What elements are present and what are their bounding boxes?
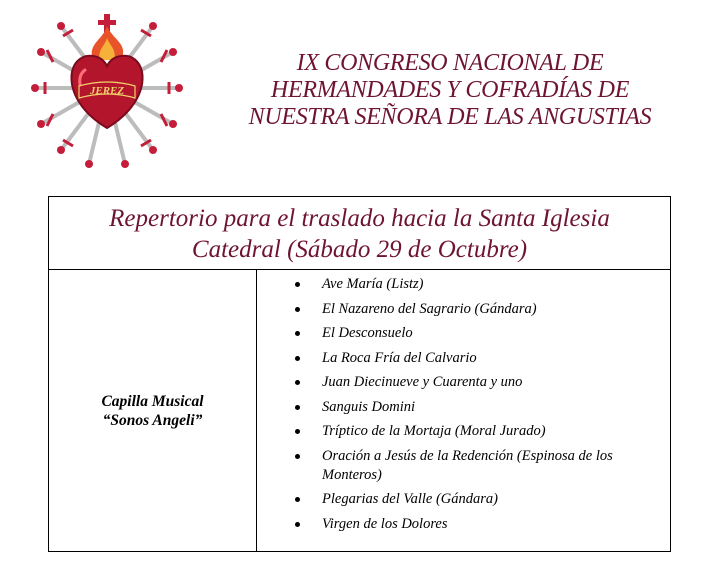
- emblem-label: JEREZ: [89, 85, 125, 97]
- list-item: [257, 398, 662, 417]
- list-item: [257, 515, 662, 534]
- bullet-icon: [295, 522, 300, 527]
- piece-title: Virgen de los Dolores: [322, 515, 448, 532]
- heading-line: IX CONGRESO NACIONAL DE: [296, 50, 604, 76]
- list-item: [257, 300, 662, 319]
- repertoire-title: [49, 197, 670, 270]
- piece-title: Sanguis Domini: [322, 398, 416, 415]
- heading-line: NUESTRA SEÑORA DE LAS ANGUSTIAS: [248, 104, 652, 130]
- bullet-icon: [295, 497, 300, 502]
- bullet-icon: [295, 356, 300, 361]
- piece-title: Juan Diecinueve y Cuarenta y uno: [322, 374, 523, 390]
- congress-emblem: [22, 8, 192, 178]
- bullet-icon: [295, 331, 300, 336]
- pieces-list: [257, 275, 662, 539]
- congress-heading: [215, 50, 685, 131]
- list-item: [257, 447, 662, 485]
- list-item: [257, 422, 662, 441]
- piece-title: La Roca Fría del Calvario: [322, 349, 477, 366]
- piece-title: El Nazareno del Sagrario (Gándara): [322, 300, 537, 317]
- list-item: [257, 373, 662, 392]
- bullet-icon: [295, 380, 300, 385]
- bullet-icon: [295, 282, 300, 287]
- flaming-heart-icon: [22, 8, 192, 178]
- bullet-icon: [295, 454, 300, 459]
- bullet-icon: [295, 405, 300, 410]
- performer-line: “Sonos Angeli”: [102, 411, 203, 429]
- piece-title: Tríptico de la Mortaja (Moral Jurado): [322, 423, 546, 439]
- performer-cell: [49, 270, 257, 551]
- piece-title: Oración a Jesús de la Redención (Espinosa de los Monteros): [322, 447, 613, 483]
- bullet-icon: [295, 307, 300, 312]
- pieces-cell: [257, 270, 670, 551]
- piece-title: Ave María (Listz): [322, 276, 424, 292]
- list-item: [257, 490, 662, 509]
- bullet-icon: [295, 429, 300, 434]
- list-item: [257, 349, 662, 368]
- heading-line: HERMANDADES Y COFRADÍAS DE: [270, 77, 630, 103]
- title-line: Catedral (Sábado 29 de Octubre): [191, 236, 528, 263]
- repertoire-table: [48, 196, 671, 552]
- piece-title: El Desconsuelo: [322, 325, 413, 341]
- list-item: [257, 324, 662, 343]
- title-line: Repertorio para el traslado hacia la Santa Iglesia: [109, 205, 610, 232]
- performer-line: Capilla Musical: [101, 392, 204, 410]
- list-item: [257, 275, 662, 294]
- piece-title: Plegarias del Valle (Gándara): [322, 491, 498, 507]
